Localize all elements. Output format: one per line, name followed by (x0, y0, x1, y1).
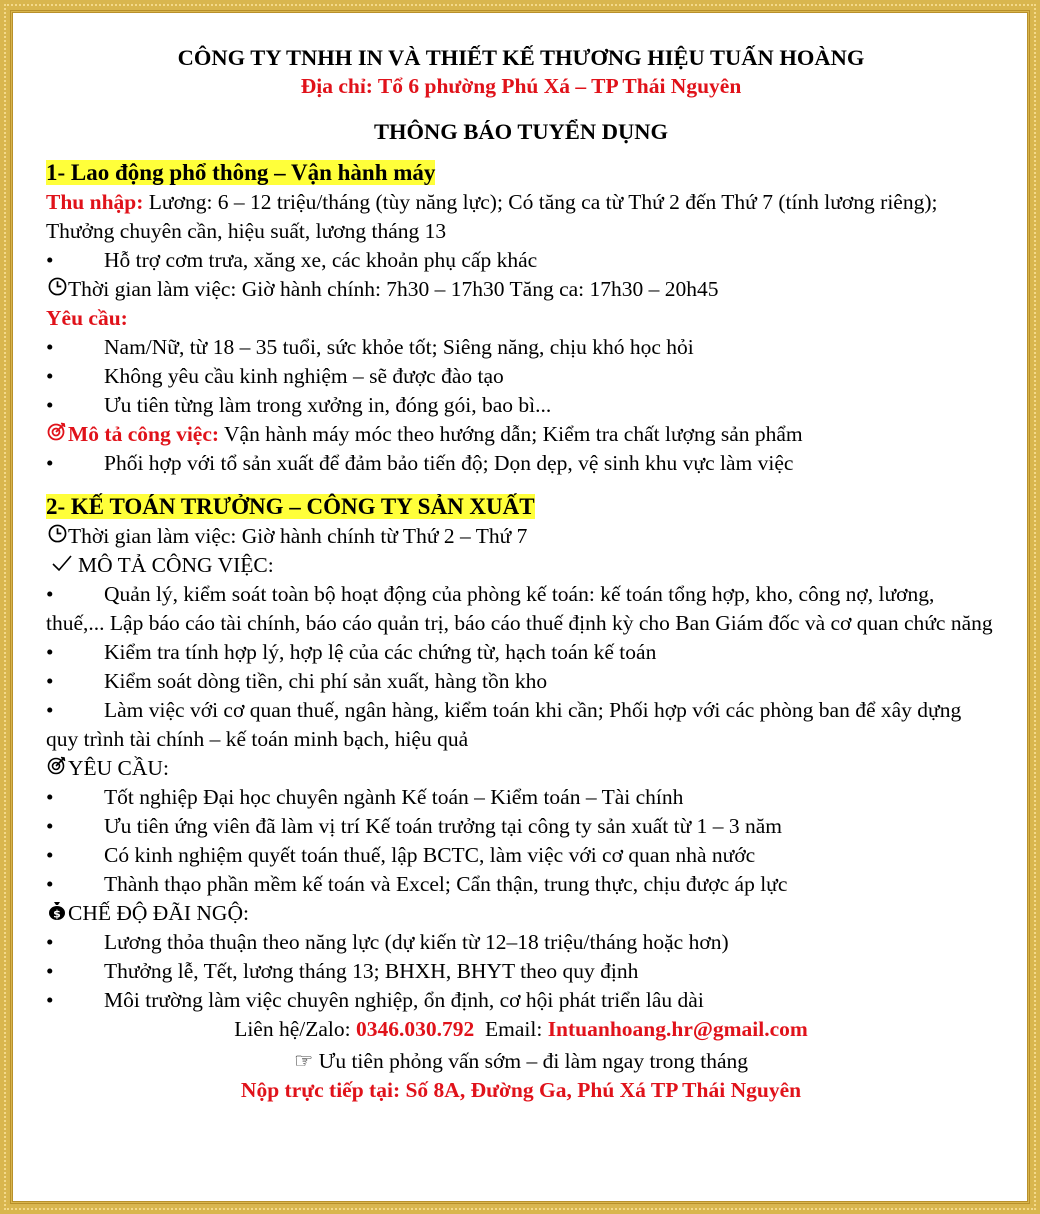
list-item: • Phối hợp với tổ sản xuất để đảm bảo tiến độ; Dọn dẹp, vệ sinh khu vực làm việc (46, 451, 794, 475)
company-name: CÔNG TY TNHH IN VÀ THIẾT KẾ THƯƠNG HIỆU TUẤN HOÀNG (177, 45, 865, 70)
money-bag-icon (46, 899, 68, 928)
list-item: • Ưu tiên từng làm trong xưởng in, đóng gói, bao bì... (46, 393, 552, 417)
priority-line: ☞ Ưu tiên phỏng vấn sớm – đi làm ngay trong tháng (294, 1049, 748, 1073)
list-item: • Thưởng lễ, Tết, lương tháng 13; BHXH, BHYT theo quy định (46, 959, 639, 983)
company-address: Địa chỉ: Tổ 6 phường Phú Xá – TP Thái Nguyên (300, 74, 742, 98)
notice-content (46, 40, 996, 1105)
desc-heading: MÔ TẢ CÔNG VIỆC: (46, 551, 996, 580)
list-item: • Hỗ trợ cơm trưa, xăng xe, các khoản phụ cấp khác (46, 248, 538, 272)
list-item: • Kiểm tra tính hợp lý, hợp lệ của các chứng từ, hạch toán kế toán (46, 640, 657, 664)
list-item: • Lương thỏa thuận theo năng lực (dự kiến từ 12–18 triệu/tháng hoặc hơn) (46, 930, 729, 954)
list-item: • Quản lý, kiểm soát toàn bộ hoạt động của phòng kế toán: kế toán tổng hợp, kho, công nợ, lương, thuế,... Lập báo cáo tài chính, báo cáo quản trị, báo cáo thuế định kỳ cho Ban Giám đốc và cơ quan chức năng (46, 582, 993, 635)
income-line (46, 188, 996, 246)
desc-label: Mô tả công việc: (68, 422, 220, 446)
svg-text:$: $ (53, 907, 61, 920)
email-label: Email: (474, 1017, 548, 1041)
checkmark-icon (46, 551, 78, 580)
target-icon (46, 754, 68, 783)
list-item: • Có kinh nghiệm quyết toán thuế, lập BCTC, làm việc với cơ quan nhà nước (46, 843, 756, 867)
req-label: Yêu cầu: (46, 306, 128, 330)
section-1-heading: 1- Lao động phổ thông – Vận hành máy (46, 160, 436, 185)
job-desc-line: Mô tả công việc: Vận hành máy móc theo hướng dẫn; Kiểm tra chất lượng sản phẩm (46, 420, 996, 449)
req-heading: YÊU CẦU: (46, 754, 996, 783)
list-item: • Thành thạo phần mềm kế toán và Excel; Cẩn thận, trung thực, chịu được áp lực (46, 872, 788, 896)
section-2-heading: 2- KẾ TOÁN TRƯỞNG – CÔNG TY SẢN XUẤT (46, 494, 535, 519)
list-item: • Kiểm soát dòng tiền, chi phí sản xuất, hàng tồn kho (46, 669, 548, 693)
worktime-line: Thời gian làm việc: Giờ hành chính từ Thứ 2 – Thứ 7 (46, 522, 996, 551)
section-2 (46, 492, 996, 1015)
income-label: Thu nhập: (46, 190, 144, 214)
notice-title: THÔNG BÁO TUYỂN DỤNG (374, 119, 668, 144)
benefit-heading: $ CHẾ ĐỘ ĐÃI NGỘ: (46, 899, 996, 928)
list-item: • Nam/Nữ, từ 18 – 35 tuổi, sức khỏe tốt; Siêng năng, chịu khó học hỏi (46, 335, 694, 359)
list-item: • Ưu tiên ứng viên đã làm vị trí Kế toán trưởng tại công ty sản xuất từ 1 – 3 năm (46, 814, 783, 838)
list-item: • Làm việc với cơ quan thuế, ngân hàng, kiểm toán khi cần; Phối hợp với các phòng ban để xây dựng quy trình tài chính – kế toán minh bạch, hiệu quả (46, 698, 962, 751)
phone-number[interactable]: 0346.030.792 (355, 1017, 475, 1041)
list-item: • Tốt nghiệp Đại học chuyên ngành Kế toán – Kiểm toán – Tài chính (46, 785, 684, 809)
section-1 (46, 158, 996, 478)
worktime-line: Thời gian làm việc: Giờ hành chính: 7h30 – 17h30 Tăng ca: 17h30 – 20h45 (46, 275, 996, 304)
list-item: • Môi trường làm việc chuyên nghiệp, ổn định, cơ hội phát triển lâu dài (46, 988, 704, 1012)
income-text: Lương: 6 – 12 triệu/tháng (tùy năng lực); Có tăng ca từ Thứ 2 đến Thứ 7 (tính lương riêng); Thưởng chuyên cần, hiệu suất, lương tháng 13 (46, 190, 938, 243)
clock-icon (46, 522, 68, 551)
contact-label: Liên hệ/Zalo: (234, 1017, 356, 1041)
clock-icon (46, 275, 68, 304)
submit-address: Nộp trực tiếp tại: Số 8A, Đường Ga, Phú Xá TP Thái Nguyên (240, 1078, 802, 1102)
contact-line (46, 1015, 996, 1044)
list-item: • Không yêu cầu kinh nghiệm – sẽ được đào tạo (46, 364, 504, 388)
email-address[interactable]: Intuanhoang.hr@gmail.com (547, 1017, 808, 1041)
target-icon (46, 420, 68, 449)
pointing-hand-icon: ☞ (294, 1049, 319, 1073)
